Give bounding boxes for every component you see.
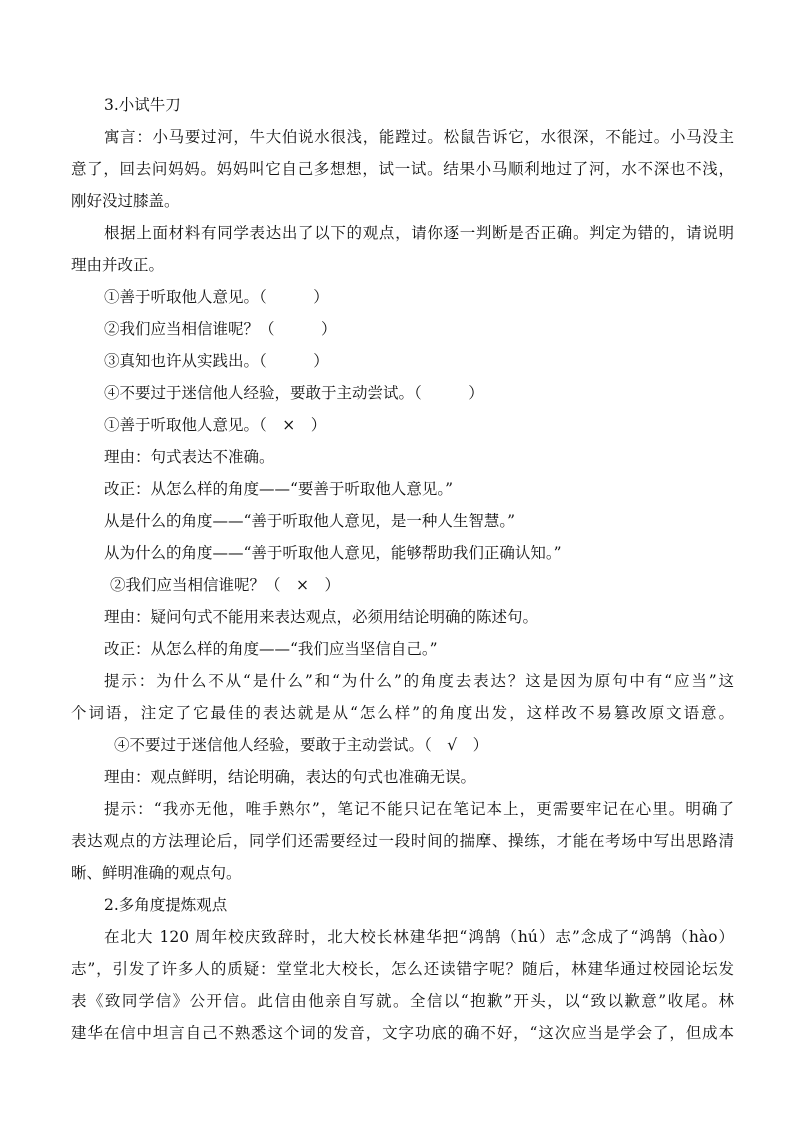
answer-4-heading: ④不要过于迷信他人经验，要敢于主动尝试。（ √ ）	[114, 736, 489, 754]
answer-1-correction: 改正：从怎么样的角度——“要善于听取他人意见。”	[104, 480, 454, 498]
fable-line-2: 意了，回去问妈妈。妈妈叫它自己多想想，试一试。结果小马顺利地过了河，水不深也不浅，	[71, 160, 734, 178]
option-4: ④不要过于迷信他人经验，要敢于主动尝试。（ ）	[104, 384, 484, 402]
pku-line-3: 表《致同学信》公开信。此信由他亲自写就。全信以“抱歉”开头，以“致以歉意”收尾。林	[71, 992, 734, 1010]
fable-line-1: 寓言：小马要过河，牛大伯说水很浅，能蹚过。松鼠告诉它，水很深，不能过。小马没主	[104, 128, 734, 146]
answer-2-heading: ②我们应当相信谁呢？（ × ）	[110, 576, 340, 594]
answer-1-reason: 理由：句式表达不准确。	[104, 448, 275, 466]
option-3: ③真知也许从实践出。（ ）	[104, 352, 329, 370]
tip-1-line-2: 个词语，注定了它最佳的表达就是从“怎么样”的角度出发，这样改不易篡改原文语意。	[71, 704, 734, 722]
pku-line-1: 在北大 120 周年校庆致辞时，北大校长林建华把“鸿鹄（hú）志”念成了“鸿鹄（hào）	[104, 928, 734, 946]
answer-4-reason: 理由：观点鲜明，结论明确，表达的句式也准确无误。	[104, 768, 477, 786]
task-line-1: 根据上面材料有同学表达出了以下的观点，请你逐一判断是否正确。判定为错的，请说明	[104, 224, 734, 242]
tip-2-line-2: 表达观点的方法理论后，同学们还需要经过一段时间的揣摩、操练，才能在考场中写出思路清	[71, 832, 734, 850]
option-2: ②我们应当相信谁呢？（ ）	[104, 320, 337, 338]
fable-line-3: 刚好没过膝盖。	[71, 192, 180, 210]
task-line-2: 理由并改正。	[71, 256, 165, 274]
tip-1-line-1: 提示：为什么不从“是什么”和“为什么”的角度去表达？这是因为原句中有“应当”这	[104, 672, 734, 690]
section-heading-multi-angle: 2.多角度提炼观点	[104, 896, 228, 914]
section-heading-practice: 3.小试牛刀	[104, 96, 181, 114]
answer-2-correction: 改正：从怎么样的角度——“我们应当坚信自己。”	[104, 640, 438, 658]
answer-2-reason: 理由：疑问句式不能用来表达观点，必须用结论明确的陈述句。	[104, 608, 539, 626]
tip-2-line-3: 晰、鲜明准确的观点句。	[71, 864, 242, 882]
pku-line-4: 建华在信中坦言自己不熟悉这个词的发音，文字功底的确不好，“这次应当是学会了，但成本	[71, 1024, 734, 1042]
pku-line-2: 志”，引发了许多人的质疑：堂堂北大校长，怎么还读错字呢？随后，林建华通过校园论坛发	[71, 960, 734, 978]
answer-1-what-angle: 从是什么的角度——“善于听取他人意见，是一种人生智慧。”	[104, 512, 516, 530]
answer-1-heading: ①善于听取他人意见。（ × ）	[104, 416, 327, 434]
answer-1-why-angle: 从为什么的角度——“善于听取他人意见，能够帮助我们正确认知。”	[104, 544, 562, 562]
option-1: ①善于听取他人意见。（ ）	[104, 288, 329, 306]
tip-2-line-1: 提示：“我亦无他，唯手熟尔”，笔记不能只记在笔记本上，更需要牢记在心里。明确了	[104, 800, 734, 818]
